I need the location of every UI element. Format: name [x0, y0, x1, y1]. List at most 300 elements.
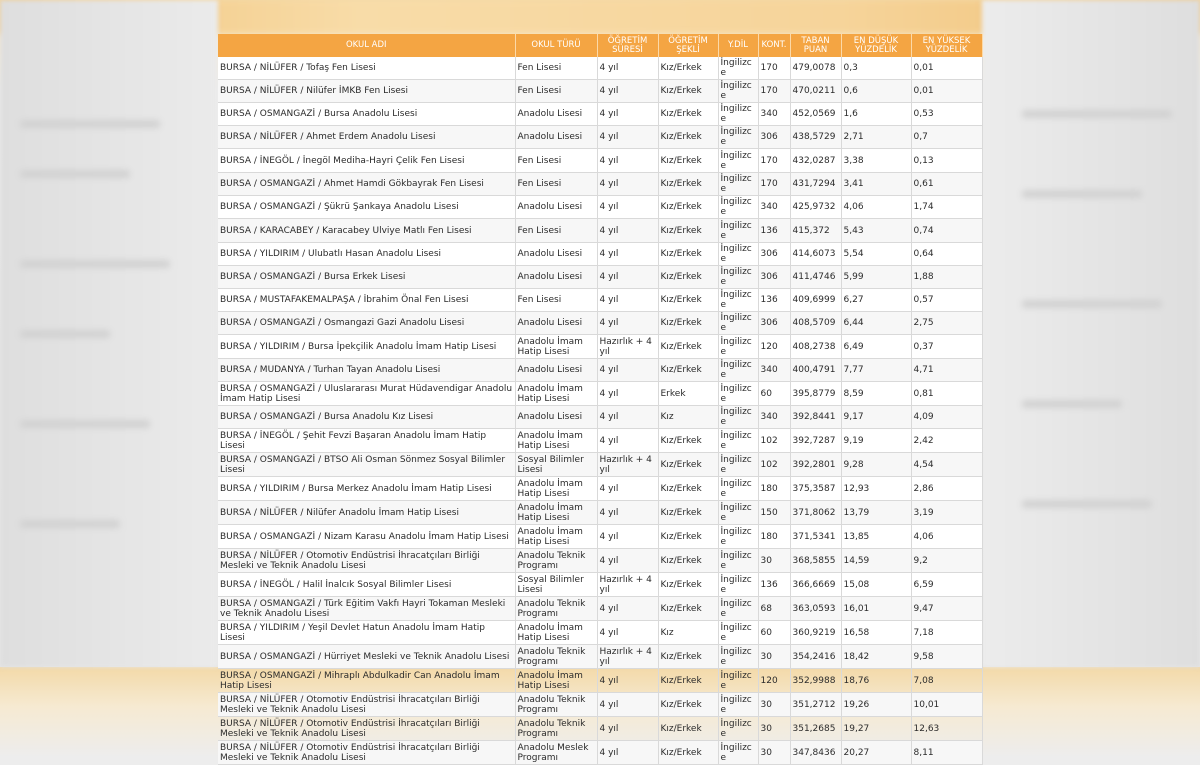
col-header-school-type[interactable]: OKUL TÜRÜ	[515, 34, 597, 57]
cell-max-percentile: 4,54	[911, 453, 982, 477]
cell-quota: 170	[758, 173, 790, 196]
cell-school-type: Anadolu Lisesi	[515, 266, 597, 289]
cell-language: İngilizce	[718, 382, 758, 406]
cell-base-score: 363,0593	[790, 597, 841, 621]
cell-language: İngilizce	[718, 243, 758, 266]
cell-duration: 4 yıl	[597, 382, 658, 406]
cell-max-percentile: 2,75	[911, 312, 982, 335]
cell-quota: 136	[758, 219, 790, 243]
cell-max-percentile: 0,57	[911, 289, 982, 312]
cell-quota: 60	[758, 621, 790, 645]
cell-language: İngilizce	[718, 219, 758, 243]
cell-language: İngilizce	[718, 573, 758, 597]
cell-school-name: BURSA / NİLÜFER / Nilüfer Anadolu İmam Hatip Lisesi	[218, 501, 515, 525]
cell-min-percentile: 0,3	[841, 57, 911, 80]
cell-min-percentile: 6,49	[841, 335, 911, 359]
cell-duration: 4 yıl	[597, 243, 658, 266]
table-row[interactable]	[218, 406, 982, 429]
cell-education-form: Kız/Erkek	[658, 103, 718, 126]
cell-education-form: Kız/Erkek	[658, 597, 718, 621]
cell-language: İngilizce	[718, 549, 758, 573]
cell-education-form: Kız/Erkek	[658, 429, 718, 453]
cell-quota: 30	[758, 717, 790, 741]
cell-duration: 4 yıl	[597, 406, 658, 429]
cell-education-form: Kız/Erkek	[658, 173, 718, 196]
cell-school-name: BURSA / YILDIRIM / Bursa Merkez Anadolu İmam Hatip Lisesi	[218, 477, 515, 501]
cell-language: İngilizce	[718, 453, 758, 477]
cell-quota: 306	[758, 312, 790, 335]
cell-school-name: BURSA / OSMANGAZİ / Bursa Anadolu Lisesi	[218, 103, 515, 126]
table-row[interactable]	[218, 621, 982, 645]
cell-school-type: Anadolu İmam Hatip Lisesi	[515, 525, 597, 549]
cell-school-name: BURSA / YILDIRIM / Bursa İpekçilik Anadolu İmam Hatip Lisesi	[218, 335, 515, 359]
cell-min-percentile: 13,85	[841, 525, 911, 549]
cell-education-form: Kız/Erkek	[658, 501, 718, 525]
cell-school-type: Anadolu İmam Hatip Lisesi	[515, 429, 597, 453]
table-row[interactable]	[218, 219, 982, 243]
cell-max-percentile: 0,01	[911, 80, 982, 103]
cell-language: İngilizce	[718, 717, 758, 741]
cell-max-percentile: 0,64	[911, 243, 982, 266]
table-row[interactable]	[218, 501, 982, 525]
cell-language: İngilizce	[718, 621, 758, 645]
cell-base-score: 425,9732	[790, 196, 841, 219]
cell-base-score: 438,5729	[790, 126, 841, 149]
cell-school-name: BURSA / NİLÜFER / Nilüfer İMKB Fen Lisesi	[218, 80, 515, 103]
cell-duration: 4 yıl	[597, 741, 658, 765]
cell-duration: Hazırlık + 4 yıl	[597, 645, 658, 669]
cell-max-percentile: 0,81	[911, 382, 982, 406]
table-row[interactable]	[218, 359, 982, 382]
blurred-right-panel	[982, 0, 1200, 667]
cell-min-percentile: 3,41	[841, 173, 911, 196]
cell-max-percentile: 7,18	[911, 621, 982, 645]
cell-school-name: BURSA / OSMANGAZİ / Şükrü Şankaya Anadolu Lisesi	[218, 196, 515, 219]
cell-base-score: 408,5709	[790, 312, 841, 335]
cell-school-name: BURSA / MUSTAFAKEMALPAŞA / İbrahim Önal Fen Lisesi	[218, 289, 515, 312]
cell-school-type: Anadolu Lisesi	[515, 312, 597, 335]
cell-base-score: 347,8436	[790, 741, 841, 765]
col-header-min-percentile[interactable]: EN DÜŞÜK YÜZDELİK	[841, 34, 911, 57]
cell-quota: 30	[758, 741, 790, 765]
table-row[interactable]	[218, 525, 982, 549]
col-header-max-percentile[interactable]: EN YÜKSEK YÜZDELİK	[911, 34, 982, 57]
cell-school-name: BURSA / OSMANGAZİ / BTSO Ali Osman Sönmez Sosyal Bilimler Lisesi	[218, 453, 515, 477]
cell-school-name: BURSA / NİLÜFER / Tofaş Fen Lisesi	[218, 57, 515, 80]
cell-base-score: 411,4746	[790, 266, 841, 289]
col-header-duration[interactable]: ÖĞRETİM SÜRESİ	[597, 34, 658, 57]
cell-education-form: Kız/Erkek	[658, 477, 718, 501]
cell-language: İngilizce	[718, 126, 758, 149]
table-row[interactable]	[218, 573, 982, 597]
cell-min-percentile: 15,08	[841, 573, 911, 597]
cell-min-percentile: 4,06	[841, 196, 911, 219]
cell-duration: Hazırlık + 4 yıl	[597, 573, 658, 597]
cell-education-form: Kız/Erkek	[658, 57, 718, 80]
cell-quota: 340	[758, 406, 790, 429]
table-body	[218, 57, 982, 765]
cell-school-name: BURSA / YILDIRIM / Yeşil Devlet Hatun Anadolu İmam Hatip Lisesi	[218, 621, 515, 645]
cell-education-form: Kız/Erkek	[658, 266, 718, 289]
table-row[interactable]	[218, 669, 982, 693]
cell-min-percentile: 13,79	[841, 501, 911, 525]
cell-language: İngilizce	[718, 173, 758, 196]
cell-school-type: Anadolu Lisesi	[515, 243, 597, 266]
col-header-quota[interactable]: KONT.	[758, 34, 790, 57]
cell-max-percentile: 1,88	[911, 266, 982, 289]
cell-min-percentile: 16,58	[841, 621, 911, 645]
cell-school-name: BURSA / OSMANGAZİ / Osmangazi Gazi Anadolu Lisesi	[218, 312, 515, 335]
cell-language: İngilizce	[718, 289, 758, 312]
cell-duration: 4 yıl	[597, 693, 658, 717]
cell-school-type: Anadolu Teknik Programı	[515, 717, 597, 741]
table-row[interactable]	[218, 266, 982, 289]
cell-school-name: BURSA / İNEGÖL / İnegöl Mediha-Hayri Çelik Fen Lisesi	[218, 149, 515, 173]
cell-education-form: Kız/Erkek	[658, 525, 718, 549]
cell-duration: 4 yıl	[597, 126, 658, 149]
cell-quota: 180	[758, 525, 790, 549]
cell-quota: 340	[758, 103, 790, 126]
cell-max-percentile: 2,86	[911, 477, 982, 501]
cell-school-name: BURSA / MUDANYA / Turhan Tayan Anadolu Lisesi	[218, 359, 515, 382]
table-row[interactable]	[218, 477, 982, 501]
table-row[interactable]	[218, 741, 982, 765]
cell-base-score: 392,8441	[790, 406, 841, 429]
cell-quota: 170	[758, 149, 790, 173]
cell-education-form: Kız/Erkek	[658, 243, 718, 266]
cell-quota: 340	[758, 359, 790, 382]
cell-min-percentile: 2,71	[841, 126, 911, 149]
cell-quota: 102	[758, 429, 790, 453]
table-row[interactable]	[218, 243, 982, 266]
cell-school-type: Anadolu İmam Hatip Lisesi	[515, 669, 597, 693]
cell-school-name: BURSA / OSMANGAZİ / Türk Eğitim Vakfı Hayri Tokaman Mesleki ve Teknik Anadolu Lisesi	[218, 597, 515, 621]
cell-school-type: Fen Lisesi	[515, 80, 597, 103]
cell-school-type: Anadolu Lisesi	[515, 359, 597, 382]
table-row[interactable]	[218, 429, 982, 453]
cell-min-percentile: 0,6	[841, 80, 911, 103]
cell-quota: 150	[758, 501, 790, 525]
cell-base-score: 392,2801	[790, 453, 841, 477]
cell-base-score: 366,6669	[790, 573, 841, 597]
cell-language: İngilizce	[718, 597, 758, 621]
table-row[interactable]	[218, 80, 982, 103]
cell-school-type: Anadolu İmam Hatip Lisesi	[515, 335, 597, 359]
table-row[interactable]	[218, 453, 982, 477]
cell-duration: Hazırlık + 4 yıl	[597, 453, 658, 477]
cell-duration: 4 yıl	[597, 501, 658, 525]
cell-education-form: Kız/Erkek	[658, 196, 718, 219]
cell-quota: 120	[758, 335, 790, 359]
table-row[interactable]	[218, 173, 982, 196]
cell-duration: 4 yıl	[597, 621, 658, 645]
cell-base-score: 409,6999	[790, 289, 841, 312]
cell-school-type: Anadolu Lisesi	[515, 196, 597, 219]
cell-language: İngilizce	[718, 429, 758, 453]
table-row[interactable]	[218, 57, 982, 80]
cell-max-percentile: 0,61	[911, 173, 982, 196]
cell-school-name: BURSA / İNEGÖL / Halil İnalcık Sosyal Bilimler Lisesi	[218, 573, 515, 597]
cell-school-name: BURSA / NİLÜFER / Otomotiv Endüstrisi İhracatçıları Birliği Mesleki ve Teknik Anadolu Lisesi	[218, 549, 515, 573]
cell-base-score: 371,8062	[790, 501, 841, 525]
cell-language: İngilizce	[718, 103, 758, 126]
cell-school-name: BURSA / OSMANGAZİ / Ahmet Hamdi Gökbayrak Fen Lisesi	[218, 173, 515, 196]
cell-max-percentile: 4,71	[911, 359, 982, 382]
cell-school-type: Anadolu Lisesi	[515, 406, 597, 429]
cell-max-percentile: 4,09	[911, 406, 982, 429]
cell-duration: 4 yıl	[597, 717, 658, 741]
cell-min-percentile: 9,19	[841, 429, 911, 453]
cell-school-type: Fen Lisesi	[515, 149, 597, 173]
cell-duration: 4 yıl	[597, 103, 658, 126]
cell-school-name: BURSA / NİLÜFER / Otomotiv Endüstrisi İhracatçıları Birliği Mesleki ve Teknik Anadolu Lisesi	[218, 741, 515, 765]
cell-education-form: Kız/Erkek	[658, 669, 718, 693]
cell-base-score: 414,6073	[790, 243, 841, 266]
cell-education-form: Kız/Erkek	[658, 289, 718, 312]
cell-max-percentile: 2,42	[911, 429, 982, 453]
cell-max-percentile: 0,01	[911, 57, 982, 80]
cell-school-name: BURSA / KARACABEY / Karacabey Ulviye Matlı Fen Lisesi	[218, 219, 515, 243]
school-table-sheet	[218, 34, 982, 763]
cell-base-score: 392,7287	[790, 429, 841, 453]
table-row[interactable]	[218, 717, 982, 741]
cell-min-percentile: 6,44	[841, 312, 911, 335]
cell-language: İngilizce	[718, 196, 758, 219]
col-header-base-score[interactable]: TABAN PUAN	[790, 34, 841, 57]
cell-education-form: Kız/Erkek	[658, 717, 718, 741]
table-row[interactable]	[218, 103, 982, 126]
cell-min-percentile: 8,59	[841, 382, 911, 406]
table-row[interactable]	[218, 149, 982, 173]
school-ranking-table	[218, 34, 983, 765]
cell-education-form: Kız/Erkek	[658, 573, 718, 597]
cell-school-type: Fen Lisesi	[515, 289, 597, 312]
col-header-language[interactable]: Y.DİL	[718, 34, 758, 57]
cell-quota: 340	[758, 196, 790, 219]
cell-quota: 102	[758, 453, 790, 477]
cell-min-percentile: 16,01	[841, 597, 911, 621]
cell-duration: 4 yıl	[597, 289, 658, 312]
cell-education-form: Kız/Erkek	[658, 453, 718, 477]
cell-school-name: BURSA / OSMANGAZİ / Bursa Anadolu Kız Lisesi	[218, 406, 515, 429]
cell-quota: 306	[758, 266, 790, 289]
cell-duration: 4 yıl	[597, 359, 658, 382]
cell-quota: 120	[758, 669, 790, 693]
cell-base-score: 368,5855	[790, 549, 841, 573]
cell-base-score: 431,7294	[790, 173, 841, 196]
cell-quota: 180	[758, 477, 790, 501]
cell-school-type: Sosyal Bilimler Lisesi	[515, 573, 597, 597]
cell-school-name: BURSA / İNEGÖL / Şehit Fevzi Başaran Anadolu İmam Hatip Lisesi	[218, 429, 515, 453]
cell-quota: 170	[758, 80, 790, 103]
cell-min-percentile: 18,76	[841, 669, 911, 693]
cell-min-percentile: 5,54	[841, 243, 911, 266]
cell-max-percentile: 9,47	[911, 597, 982, 621]
cell-education-form: Kız	[658, 406, 718, 429]
cell-base-score: 452,0569	[790, 103, 841, 126]
cell-education-form: Kız/Erkek	[658, 80, 718, 103]
cell-school-type: Fen Lisesi	[515, 173, 597, 196]
cell-base-score: 375,3587	[790, 477, 841, 501]
cell-min-percentile: 9,17	[841, 406, 911, 429]
cell-duration: 4 yıl	[597, 429, 658, 453]
cell-duration: 4 yıl	[597, 525, 658, 549]
table-row[interactable]	[218, 126, 982, 149]
cell-school-type: Anadolu Lisesi	[515, 126, 597, 149]
cell-max-percentile: 9,2	[911, 549, 982, 573]
cell-language: İngilizce	[718, 525, 758, 549]
cell-quota: 30	[758, 549, 790, 573]
cell-school-type: Anadolu Teknik Programı	[515, 645, 597, 669]
table-header-row	[218, 34, 982, 57]
cell-school-name: BURSA / OSMANGAZİ / Uluslararası Murat Hüdavendigar Anadolu İmam Hatip Lisesi	[218, 382, 515, 406]
cell-max-percentile: 8,11	[911, 741, 982, 765]
cell-max-percentile: 12,63	[911, 717, 982, 741]
cell-language: İngilizce	[718, 645, 758, 669]
cell-min-percentile: 3,38	[841, 149, 911, 173]
cell-language: İngilizce	[718, 477, 758, 501]
cell-school-type: Anadolu İmam Hatip Lisesi	[515, 501, 597, 525]
cell-duration: 4 yıl	[597, 149, 658, 173]
cell-duration: 4 yıl	[597, 477, 658, 501]
cell-education-form: Erkek	[658, 382, 718, 406]
cell-max-percentile: 0,7	[911, 126, 982, 149]
cell-max-percentile: 0,74	[911, 219, 982, 243]
cell-min-percentile: 7,77	[841, 359, 911, 382]
cell-duration: 4 yıl	[597, 312, 658, 335]
cell-education-form: Kız/Erkek	[658, 549, 718, 573]
cell-language: İngilizce	[718, 80, 758, 103]
cell-education-form: Kız/Erkek	[658, 359, 718, 382]
cell-max-percentile: 3,19	[911, 501, 982, 525]
cell-min-percentile: 9,28	[841, 453, 911, 477]
cell-duration: 4 yıl	[597, 173, 658, 196]
cell-language: İngilizce	[718, 312, 758, 335]
cell-school-type: Anadolu Meslek Programı	[515, 741, 597, 765]
cell-school-type: Anadolu İmam Hatip Lisesi	[515, 621, 597, 645]
table-row[interactable]	[218, 196, 982, 219]
cell-max-percentile: 6,59	[911, 573, 982, 597]
cell-language: İngilizce	[718, 359, 758, 382]
cell-school-type: Anadolu Teknik Programı	[515, 549, 597, 573]
cell-min-percentile: 6,27	[841, 289, 911, 312]
cell-base-score: 432,0287	[790, 149, 841, 173]
table-row[interactable]	[218, 549, 982, 573]
cell-base-score: 354,2416	[790, 645, 841, 669]
cell-max-percentile: 0,13	[911, 149, 982, 173]
cell-duration: 4 yıl	[597, 219, 658, 243]
cell-quota: 136	[758, 289, 790, 312]
cell-education-form: Kız/Erkek	[658, 149, 718, 173]
cell-min-percentile: 1,6	[841, 103, 911, 126]
cell-education-form: Kız/Erkek	[658, 126, 718, 149]
cell-quota: 170	[758, 57, 790, 80]
cell-duration: 4 yıl	[597, 57, 658, 80]
cell-base-score: 408,2738	[790, 335, 841, 359]
cell-quota: 68	[758, 597, 790, 621]
cell-language: İngilizce	[718, 149, 758, 173]
table-row[interactable]	[218, 289, 982, 312]
cell-education-form: Kız/Erkek	[658, 645, 718, 669]
cell-duration: 4 yıl	[597, 669, 658, 693]
table-row[interactable]	[218, 335, 982, 359]
cell-language: İngilizce	[718, 406, 758, 429]
cell-duration: 4 yıl	[597, 549, 658, 573]
cell-school-name: BURSA / NİLÜFER / Otomotiv Endüstrisi İhracatçıları Birliği Mesleki ve Teknik Anadolu Lisesi	[218, 717, 515, 741]
cell-base-score: 395,8779	[790, 382, 841, 406]
cell-school-type: Anadolu İmam Hatip Lisesi	[515, 477, 597, 501]
cell-min-percentile: 19,27	[841, 717, 911, 741]
cell-base-score: 371,5341	[790, 525, 841, 549]
cell-school-type: Anadolu Teknik Programı	[515, 693, 597, 717]
cell-duration: 4 yıl	[597, 196, 658, 219]
cell-education-form: Kız	[658, 621, 718, 645]
table-row[interactable]	[218, 693, 982, 717]
cell-school-name: BURSA / YILDIRIM / Ulubatlı Hasan Anadolu Lisesi	[218, 243, 515, 266]
cell-school-name: BURSA / OSMANGAZİ / Nizam Karasu Anadolu İmam Hatip Lisesi	[218, 525, 515, 549]
cell-quota: 60	[758, 382, 790, 406]
table-row[interactable]	[218, 382, 982, 406]
cell-max-percentile: 9,58	[911, 645, 982, 669]
cell-min-percentile: 5,43	[841, 219, 911, 243]
cell-base-score: 352,9988	[790, 669, 841, 693]
table-row[interactable]	[218, 645, 982, 669]
table-row[interactable]	[218, 312, 982, 335]
cell-base-score: 479,0078	[790, 57, 841, 80]
cell-education-form: Kız/Erkek	[658, 741, 718, 765]
cell-min-percentile: 20,27	[841, 741, 911, 765]
cell-duration: 4 yıl	[597, 266, 658, 289]
cell-school-name: BURSA / OSMANGAZİ / Bursa Erkek Lisesi	[218, 266, 515, 289]
cell-quota: 306	[758, 243, 790, 266]
cell-min-percentile: 18,42	[841, 645, 911, 669]
cell-school-type: Anadolu Teknik Programı	[515, 597, 597, 621]
cell-school-name: BURSA / NİLÜFER / Ahmet Erdem Anadolu Lisesi	[218, 126, 515, 149]
cell-language: İngilizce	[718, 266, 758, 289]
cell-school-name: BURSA / OSMANGAZİ / Hürriyet Mesleki ve Teknik Anadolu Lisesi	[218, 645, 515, 669]
cell-school-type: Anadolu Lisesi	[515, 103, 597, 126]
cell-education-form: Kız/Erkek	[658, 335, 718, 359]
cell-school-type: Fen Lisesi	[515, 57, 597, 80]
cell-school-type: Sosyal Bilimler Lisesi	[515, 453, 597, 477]
cell-quota: 30	[758, 693, 790, 717]
cell-base-score: 400,4791	[790, 359, 841, 382]
cell-education-form: Kız/Erkek	[658, 219, 718, 243]
cell-quota: 30	[758, 645, 790, 669]
blurred-left-panel	[0, 0, 218, 667]
col-header-education-form[interactable]: ÖĞRETİM ŞEKLİ	[658, 34, 718, 57]
cell-duration: 4 yıl	[597, 597, 658, 621]
cell-max-percentile: 7,08	[911, 669, 982, 693]
cell-duration: Hazırlık + 4 yıl	[597, 335, 658, 359]
cell-education-form: Kız/Erkek	[658, 693, 718, 717]
table-row[interactable]	[218, 597, 982, 621]
cell-base-score: 470,0211	[790, 80, 841, 103]
cell-min-percentile: 12,93	[841, 477, 911, 501]
cell-duration: 4 yıl	[597, 80, 658, 103]
cell-base-score: 415,372	[790, 219, 841, 243]
cell-language: İngilizce	[718, 669, 758, 693]
cell-min-percentile: 19,26	[841, 693, 911, 717]
col-header-school-name[interactable]: OKUL ADI	[218, 34, 515, 57]
cell-language: İngilizce	[718, 501, 758, 525]
cell-school-type: Fen Lisesi	[515, 219, 597, 243]
cell-max-percentile: 10,01	[911, 693, 982, 717]
cell-school-type: Anadolu İmam Hatip Lisesi	[515, 382, 597, 406]
cell-base-score: 360,9219	[790, 621, 841, 645]
cell-max-percentile: 4,06	[911, 525, 982, 549]
cell-max-percentile: 0,37	[911, 335, 982, 359]
